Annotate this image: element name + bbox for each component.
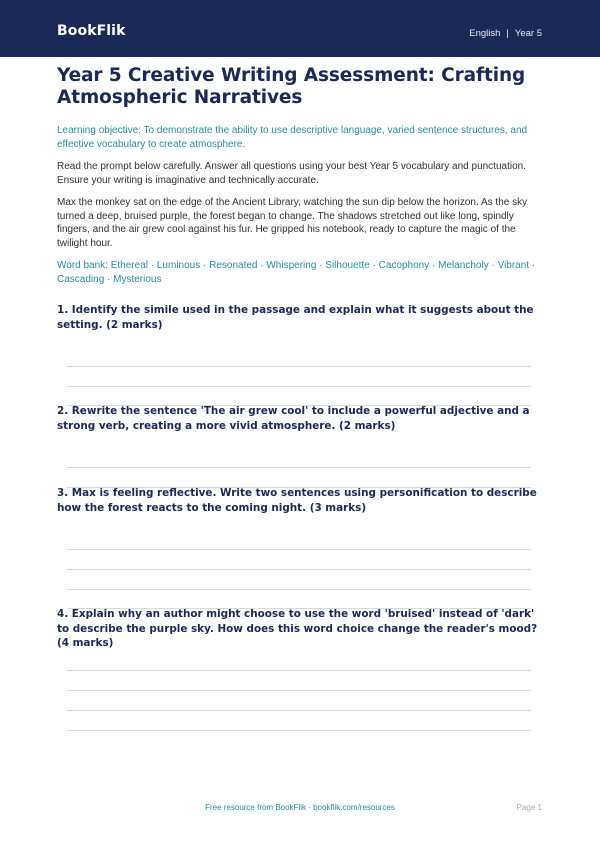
question-4: 4. Explain why an author might choose to use the word 'bruised' instead of 'dark' to describe the purple sky. How does this word choice change the reader's mood? (4 marks) xyxy=(57,608,538,649)
page-title: Year 5 Creative Writing Assessment: Crafting Atmospheric Narratives xyxy=(57,65,526,108)
learning-objective: Learning objective: To demonstrate the ability to use descriptive language, varied sentence structures, and effective vocabulary to create atmosphere. xyxy=(57,125,528,150)
subject-label: English xyxy=(469,28,501,39)
header-separator: | xyxy=(506,28,509,39)
passage: Max the monkey sat on the edge of the Ancient Library, watching the sun dip below the horizon. As the sky turned a deep, bruised purple, the forest began to change. The shadows stretched out like long, spindly fingers, and the air grew cool against his fur. He gripped his notebook, ready to capture the magic of the twilight hour. xyxy=(57,197,528,249)
page-number: Page 1 xyxy=(516,803,542,812)
question-3: 3. Max is feeling reflective. Write two sentences using personification to describe how the forest reacts to the coming night. (3 marks) xyxy=(57,487,537,514)
answer-line[interactable] xyxy=(67,710,531,711)
worksheet-intro xyxy=(57,65,543,286)
footer-resource-link[interactable]: Free resource from BookFlik · bookflik.com/resources xyxy=(205,803,395,812)
instructions: Read the prompt below carefully. Answer all questions using your best Year 5 vocabulary and punctuation. Ensure your writing is imaginative and technically accurate. xyxy=(57,161,526,186)
word-bank: Word bank: Ethereal · Luminous · Resonated · Whispering · Silhouette · Cacophony · Melancholy · Vibrant · Cascading · Mysterious xyxy=(57,260,536,285)
answer-line[interactable] xyxy=(67,569,531,570)
answer-line[interactable] xyxy=(67,386,531,387)
answer-line[interactable] xyxy=(67,366,531,367)
question-1: 1. Identify the simile used in the passage and explain what it suggests about the setting. (2 marks) xyxy=(57,304,534,331)
answer-line[interactable] xyxy=(67,690,531,691)
page-header xyxy=(0,0,600,57)
question-2: 2. Rewrite the sentence 'The air grew cool' to include a powerful adjective and a strong verb, creating a more vivid atmosphere. (2 marks) xyxy=(57,405,530,432)
answer-line[interactable] xyxy=(67,467,531,468)
brand-logo[interactable]: BookFlik xyxy=(57,23,126,39)
answer-line[interactable] xyxy=(67,549,531,550)
answer-line[interactable] xyxy=(67,589,531,590)
answer-line[interactable] xyxy=(67,730,531,731)
year-label: Year 5 xyxy=(514,28,542,39)
header-meta xyxy=(469,28,542,39)
answer-line[interactable] xyxy=(67,670,531,671)
